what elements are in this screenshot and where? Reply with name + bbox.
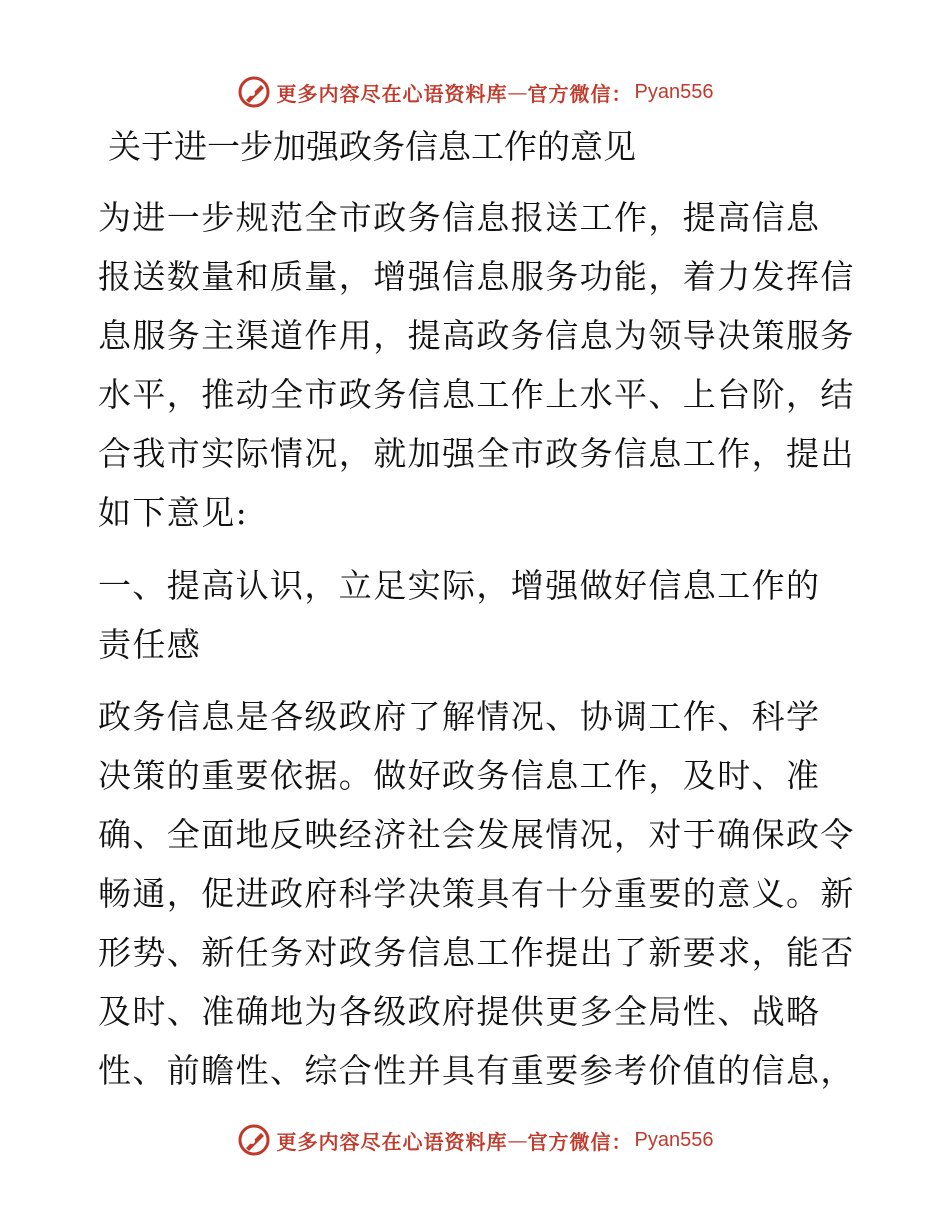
pen-seal-icon (237, 1123, 271, 1157)
paragraph-line: 息服务主渠道作用，提高政务信息为领导决策服务 (98, 316, 855, 355)
paragraph-line: 为进一步规范全市政务信息报送工作，提高信息 (98, 198, 821, 237)
paragraph-line: 形势、新任务对政务信息工作提出了新要求，能否 (98, 933, 855, 972)
watermark-wechat-id: Pyan556 (634, 80, 714, 103)
watermark-text: 更多内容尽在心语资料库 (276, 81, 508, 106)
header-watermark (0, 72, 950, 112)
watermark-wechat-id: Pyan556 (634, 1128, 714, 1151)
section-heading-line: 一、提高认识，立足实际，增强做好信息工作的 (98, 566, 821, 605)
paragraph-line: 如下意见: (98, 493, 249, 532)
watermark-dash: — (507, 1128, 528, 1152)
document-title: 关于进一步加强政务信息工作的意见 (108, 127, 636, 166)
watermark-text: 更多内容尽在心语资料库 (276, 1129, 508, 1154)
section-heading-line: 责任感 (98, 625, 202, 664)
watermark-label: 官方微信： (527, 1129, 633, 1154)
paragraph-line: 及时、准确地为各级政府提供更多全局性、战略 (98, 992, 821, 1031)
paragraph-line: 水平，推动全市政务信息工作上水平、上台阶，结 (98, 375, 855, 414)
paragraph-line: 确、全面地反映经济社会发展情况，对于确保政令 (98, 815, 855, 854)
paragraph-line: 政务信息是各级政府了解情况、协调工作、科学 (98, 697, 821, 736)
paragraph-line: 畅通，促进政府科学决策具有十分重要的意义。新 (98, 874, 855, 913)
watermark-dash: — (507, 80, 528, 104)
paragraph-line: 报送数量和质量，增强信息服务功能，着力发挥信 (98, 257, 855, 296)
paragraph-line: 性、前瞻性、综合性并具有重要参考价值的信息， (98, 1051, 855, 1090)
watermark-label: 官方微信： (527, 81, 633, 106)
pen-seal-icon (237, 75, 271, 109)
footer-watermark (0, 1120, 950, 1160)
paragraph-line: 合我市实际情况，就加强全市政务信息工作，提出 (98, 434, 855, 473)
paragraph-line: 决策的重要依据。做好政务信息工作，及时、准 (98, 756, 821, 795)
